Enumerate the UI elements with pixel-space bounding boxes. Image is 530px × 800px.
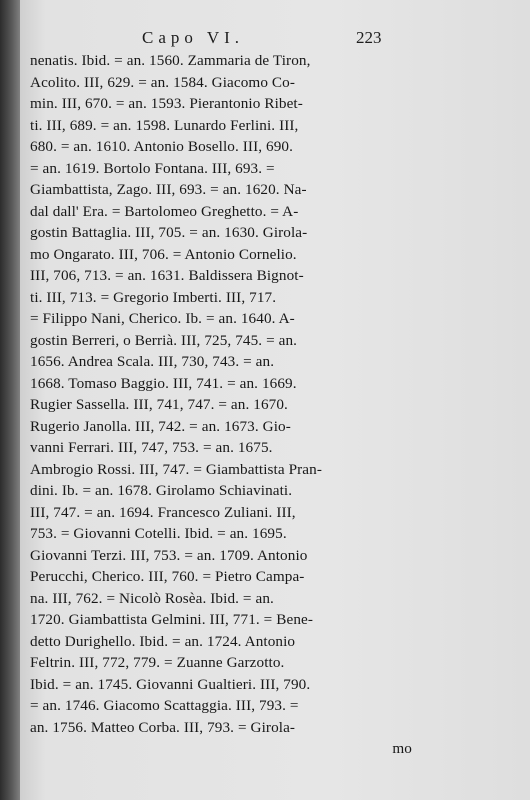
text-line: ti. III, 689. = an. 1598. Lunardo Ferlini. III, <box>30 116 299 134</box>
text-line: gostin Battaglia. III, 705. = an. 1630. Girola- <box>30 224 308 241</box>
text-line: III, 747. = an. 1694. Francesco Zuliani. III, <box>30 503 296 521</box>
page-number: 223 <box>356 28 382 47</box>
text-line: = Filippo Nani, Cherico. Ib. = an. 1640. A- <box>30 310 295 327</box>
text-line: 680. = an. 1610. Antonio Bosello. III, 690. <box>30 138 294 155</box>
text-line: vanni Ferrari. III, 747, 753. = an. 1675. <box>30 439 273 456</box>
text-line: 1668. Tomaso Baggio. III, 741. = an. 1669. <box>30 374 297 392</box>
text-line: gostin Berreri, o Berrià. III, 725, 745. = an. <box>30 331 298 349</box>
text-line: Rugerio Janolla. III, 742. = an. 1673. Gio- <box>30 417 291 435</box>
text-line: Feltrin. III, 772, 779. = Zuanne Garzotto. <box>30 654 285 671</box>
text-line: Giambattista, Zago. III, 693. = an. 1620. Na- <box>30 181 307 198</box>
text-line: ti. III, 713. = Gregorio Imberti. III, 717. <box>30 288 277 306</box>
text-line: Giovanni Terzi. III, 753. = an. 1709. Antonio <box>30 546 308 564</box>
text-line: nenatis. Ibid. = an. 1560. Zammaria de Tiron, <box>30 52 311 69</box>
text-line: mo Ongarato. III, 706. = Antonio Cornelio. <box>30 245 297 263</box>
chapter-title: Capo VI. <box>142 28 245 47</box>
text-line: min. III, 670. = an. 1593. Pierantonio Ribet- <box>30 95 303 112</box>
text-line: detto Durighello. Ibid. = an. 1724. Antonio <box>30 632 296 650</box>
text-line: dal dall' Era. = Bartolomeo Greghetto. = A- <box>30 202 299 220</box>
text-line: 753. = Giovanni Cotelli. Ibid. = an. 1695. <box>30 525 287 542</box>
text-line: Acolito. III, 629. = an. 1584. Giacomo Co- <box>30 73 295 91</box>
text-line: na. III, 762. = Nicolò Rosèa. Ibid. = an. <box>30 589 274 607</box>
text-line: Ambrogio Rossi. III, 747. = Giambattista Pran- <box>30 460 322 478</box>
text-line: = an. 1746. Giacomo Scattaggia. III, 793. = <box>30 697 299 714</box>
running-head <box>20 28 530 50</box>
text-line-catchword: mo <box>392 740 412 757</box>
text-line: an. 1756. Matteo Corba. III, 793. = Girola- <box>30 718 296 736</box>
text-line: Rugier Sassella. III, 741, 747. = an. 1670. <box>30 396 288 413</box>
text-line: dini. Ib. = an. 1678. Girolamo Schiavinati. <box>30 482 293 499</box>
text-line: = an. 1619. Bortolo Fontana. III, 693. = <box>30 159 275 177</box>
text-line: 1720. Giambattista Gelmini. III, 771. = Bene- <box>30 611 314 628</box>
text-line: 1656. Andrea Scala. III, 730, 743. = an. <box>30 353 275 370</box>
text-block <box>30 50 415 760</box>
text-line: III, 706, 713. = an. 1631. Baldissera Bignot- <box>30 267 304 284</box>
book-page <box>20 0 530 800</box>
text-line: Perucchi, Cherico. III, 760. = Pietro Campa- <box>30 568 305 585</box>
book-gutter <box>0 0 22 800</box>
text-line: Ibid. = an. 1745. Giovanni Gualtieri. III, 790. <box>30 675 311 693</box>
